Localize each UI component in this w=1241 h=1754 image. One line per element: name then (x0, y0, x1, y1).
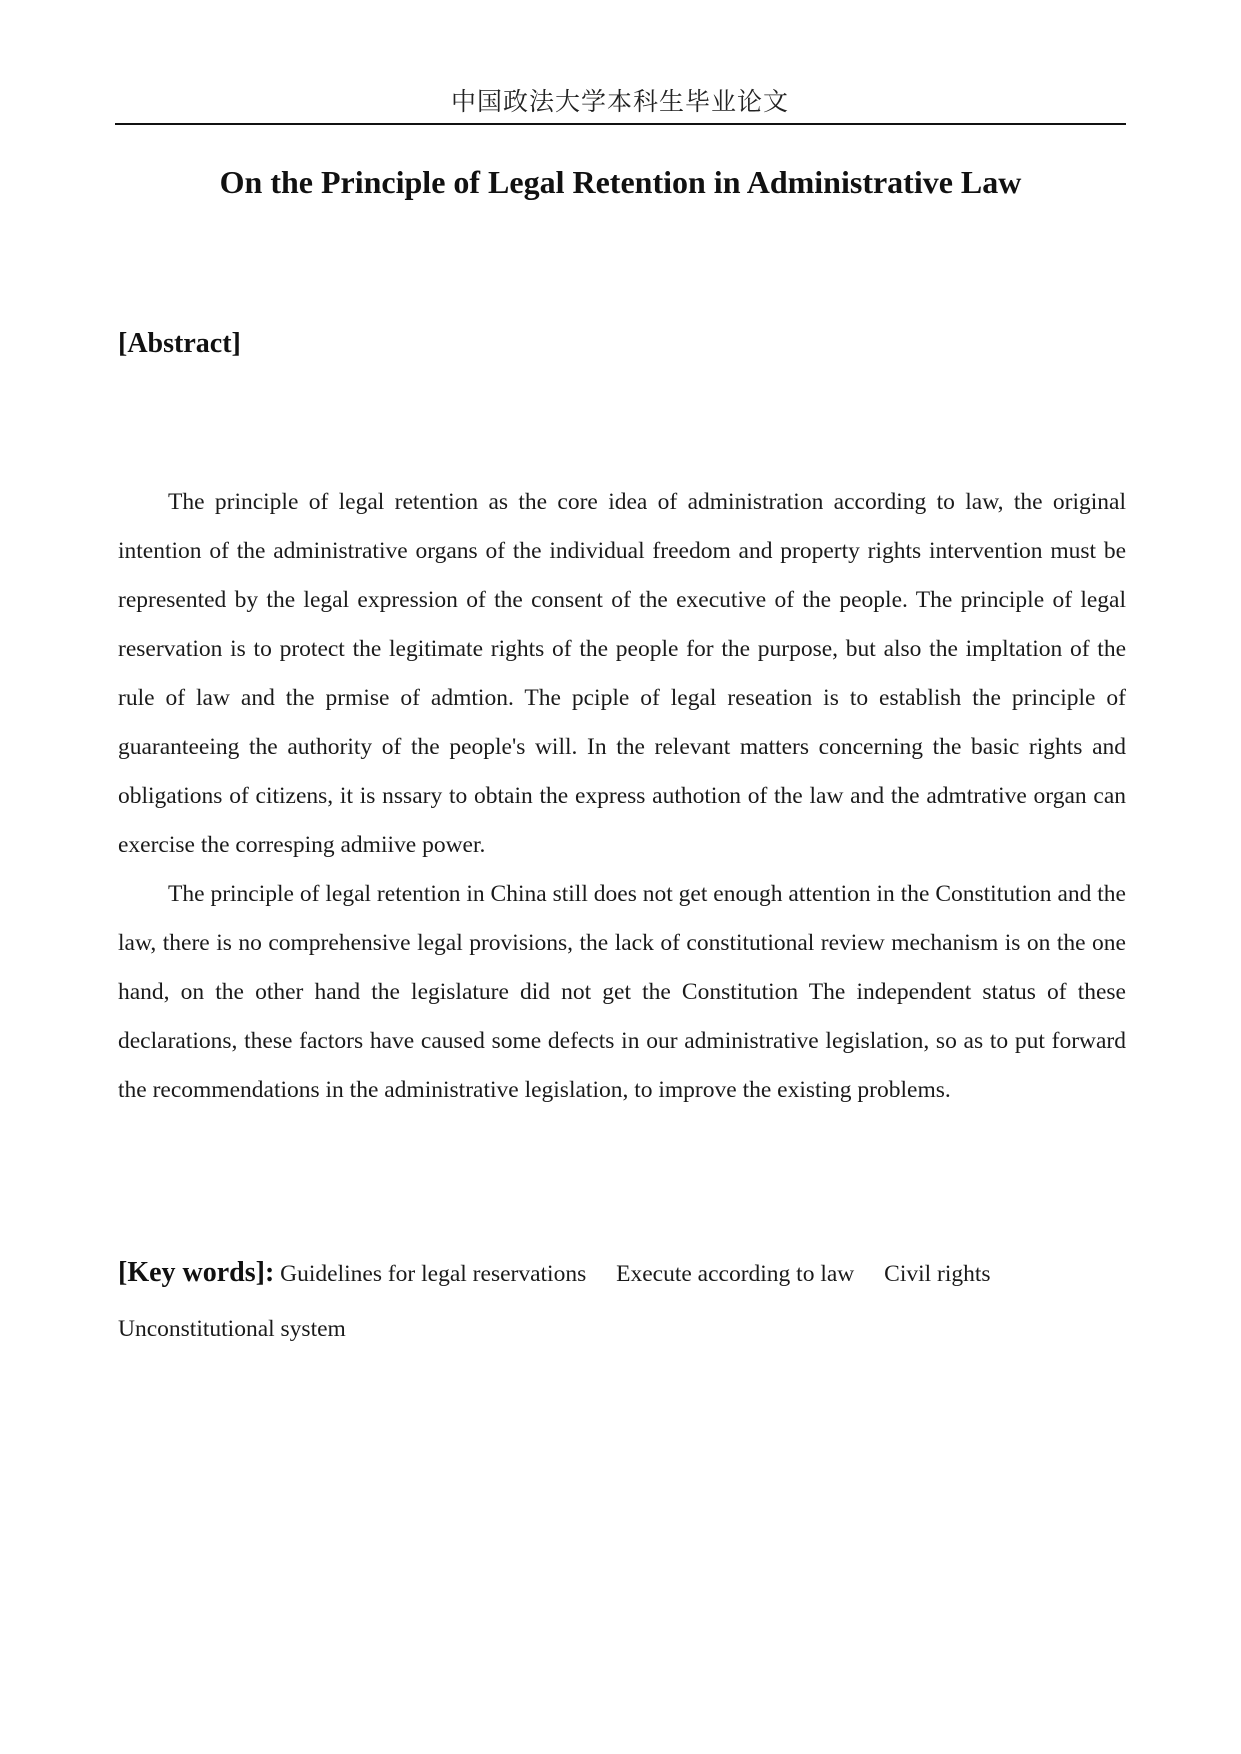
header-divider (115, 123, 1126, 125)
abstract-heading: [Abstract] (118, 328, 241, 359)
running-header: 中国政法大学本科生毕业论文 (450, 87, 789, 116)
keyword-item: Civil rights (884, 1261, 991, 1287)
keywords-label: [Key words]: (118, 1257, 275, 1288)
abstract-paragraph-2: The principle of legal retention in China still does not get enough attention in the Constitution and the law, there is no comprehensive legal provisions, the lack of constitutional review mechanism is on the one hand, on the other hand the legislature did not get the Constitution The independent status of these declarations, these factors have caused some defects in our administrative legislation, so as to put forward the recommendations in the administrative legislation, to improve the existing problems. (118, 881, 1126, 1103)
abstract-paragraph-1: The principle of legal retention as the core idea of administration according to law, the original intention of the administrative organs of the individual freedom and property rights intervention must be represented by the legal expression of the consent of the executive of the people. The principle of legal reservation is to protect the legitimate rights of the people for the purpose, but also the impltation of the rule of law and the prmise of admtion. The pciple of legal reseation is to establish the principle of guaranteeing the authority of the people's will. In the relevant matters concerning the basic rights and obligations of citizens, it is nssary to obtain the express authotion of the law and the admtrative organ can exercise the corresping admiive power. (118, 489, 1126, 858)
keyword-item: Guidelines for legal reservations (280, 1261, 587, 1287)
document-title: On the Principle of Legal Retention in Administrative Law (219, 164, 1022, 200)
keyword-item: Unconstitutional system (118, 1316, 346, 1342)
keywords-block (118, 1245, 1126, 1357)
keyword-item: Execute according to law (616, 1261, 855, 1287)
abstract-body (118, 478, 1126, 1115)
